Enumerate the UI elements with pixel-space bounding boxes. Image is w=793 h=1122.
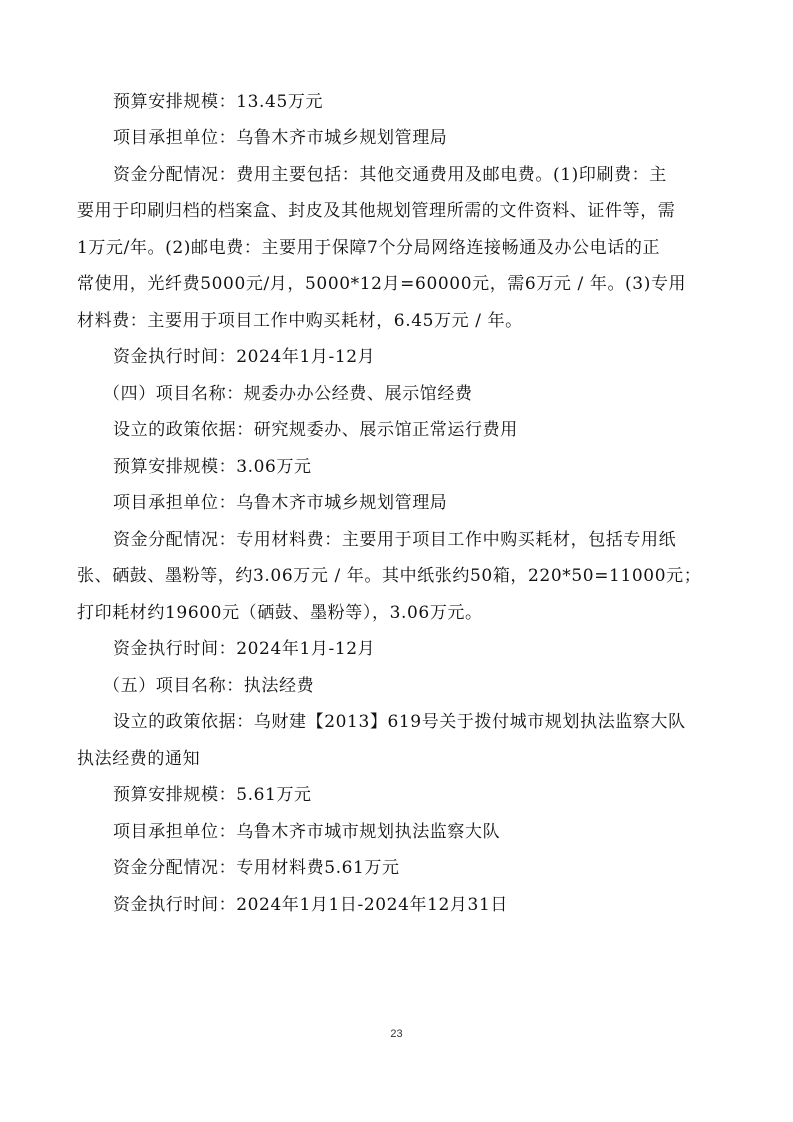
execution-time-line: 资金执行时间：2024年1月1日-2024年12月31日 xyxy=(113,895,508,915)
policy-basis-line: 设立的政策依据：乌财建【2013】619号关于拨付城市规划执法监察大队 xyxy=(113,712,686,732)
budget-scale-line: 预算安排规模：5.61万元 xyxy=(113,785,312,805)
policy-basis-continuation: 执法经费的通知 xyxy=(77,749,201,769)
fund-allocation-line: 资金分配情况：费用主要包括：其他交通费用及邮电费。(1)印刷费：主 xyxy=(113,165,667,185)
fund-allocation-line: 资金分配情况：专用材料费5.61万元 xyxy=(113,858,400,878)
fund-allocation-continuation: 打印耗材约19600元（硒鼓、墨粉等），3.06万元。 xyxy=(77,603,483,623)
budget-scale-line: 预算安排规模：13.45万元 xyxy=(113,92,324,112)
fund-allocation-continuation: 要用于印刷归档的档案盒、封皮及其他规划管理所需的文件资料、证件等，需 xyxy=(77,201,676,221)
project-heading-five: （五）项目名称：执法经费 xyxy=(103,676,315,696)
project-heading-four: （四）项目名称：规委办办公经费、展示馆经费 xyxy=(103,384,473,404)
page-number: 23 xyxy=(390,1028,403,1040)
execution-time-line: 资金执行时间：2024年1月-12月 xyxy=(113,347,376,367)
undertaking-unit-line: 项目承担单位：乌鲁木齐市城乡规划管理局 xyxy=(113,128,448,148)
undertaking-unit-line: 项目承担单位：乌鲁木齐市城乡规划管理局 xyxy=(113,493,448,513)
policy-basis-line: 设立的政策依据：研究规委办、展示馆正常运行费用 xyxy=(113,420,518,440)
undertaking-unit-line: 项目承担单位：乌鲁木齐市城市规划执法监察大队 xyxy=(113,822,501,842)
fund-allocation-continuation: 张、硒鼓、墨粉等，约3.06万元 / 年。其中纸张约50箱，220*50=11000元； xyxy=(77,566,702,586)
fund-allocation-continuation: 常使用，光纤费5000元/月，5000*12月=60000元，需6万元 / 年。(3)专用 xyxy=(77,274,687,294)
fund-allocation-continuation: 材料费：主要用于项目工作中购买耗材，6.45万元 / 年。 xyxy=(77,311,523,331)
fund-allocation-continuation: 1万元/年。(2)邮电费：主要用于保障7个分局网络连接畅通及办公电话的正 xyxy=(77,238,661,258)
budget-scale-line: 预算安排规模：3.06万元 xyxy=(113,457,312,477)
execution-time-line: 资金执行时间：2024年1月-12月 xyxy=(113,639,376,659)
fund-allocation-line: 资金分配情况：专用材料费：主要用于项目工作中购买耗材，包括专用纸 xyxy=(113,530,677,550)
